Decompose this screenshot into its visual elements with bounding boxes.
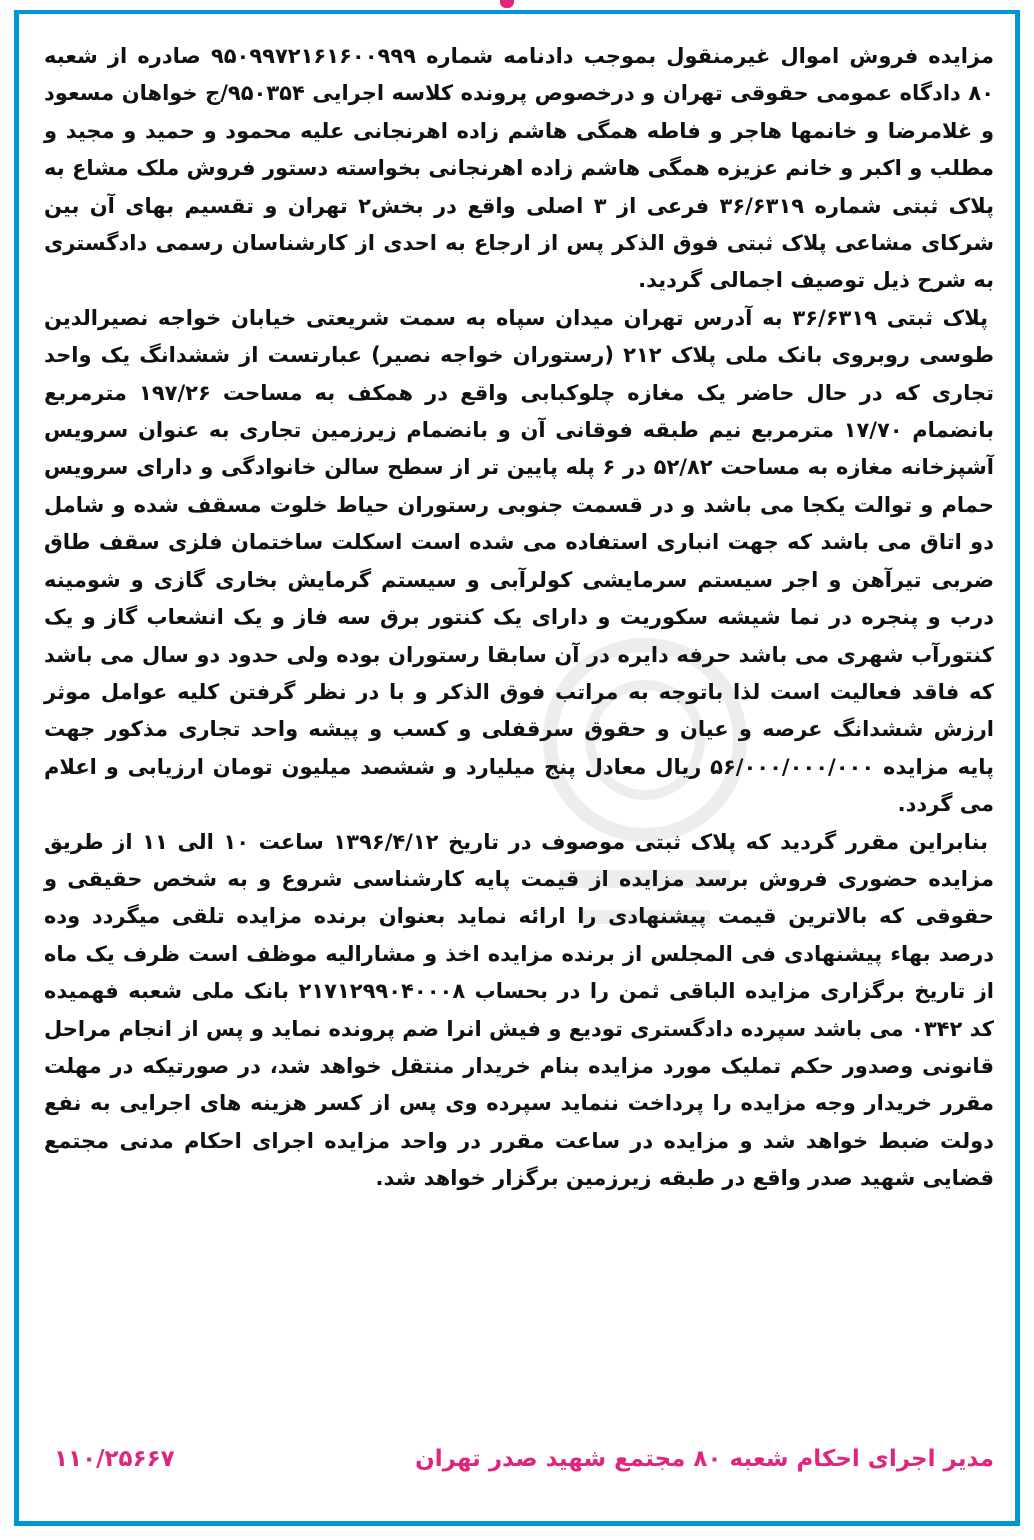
notice-footer [44, 1446, 994, 1486]
notice-paragraph-property: پلاک ثبتی ۳۶/۶۳۱۹ به آدرس تهران میدان سپاه به سمت شریعتی خیابان خواجه نصیرالدین طوسی روبروی بانک ملی پلاک ۲۱۲ (رستوران خواجه نصیر) عبارتست از ششدانگ یک واحد تجاری که در حال حاضر یک مغازه چلوکبابی واقع در همکف به مساحت ۱۹۷/۲۶ مترمربع بانضمام ۱۷/۷۰ مترمربع نیم طبقه فوقانی آن و بانضمام زیرزمین تجاری به عنوان سرویس آشپزخانه مغازه به مساحت ۵۲/۸۲ در ۶ پله پایین تر از سطح سالن خانوادگی و دارای سرویس حمام و توالت یکجا می باشد و در قسمت جنوبی رستوران حیاط خلوت مسقف شده و شامل دو اتاق می باشد که جهت انباری استفاده می شده است اسکلت ساختمان فلزی سقف طاق ضربی تیرآهن و اجر سیستم سرمایشی کولرآبی و سیستم گرمایش بخاری گازی و شومینه درب و پنجره در نما شیشه سکوریت و دارای یک کنتور برق سه فاز و یک انشعاب گاز و یک کنتورآب شهری می باشد حرفه دایره در آن سابقا رستوران بوده ولی حدود دو سال می باشد که فاقد فعالیت است لذا باتوجه به مراتب فوق الذکر و با در نظر گرفتن کلیه عوامل موثر ارزش ششدانگ عرصه و عیان و حقوق سرقفلی و کسب و پیشه واحد تجاری مذکور جهت پایه مزایده ۵۶/۰۰۰/۰۰۰/۰۰۰ ریال معادل پنج میلیارد و ششصد میلیون تومان ارزیابی و اعلام می گردد. [44, 305, 994, 817]
top-accent-mark [500, 0, 514, 8]
notice-paragraph-intro: مزایده فروش اموال غیرمنقول بموجب دادنامه شماره ۹۵۰۹۹۷۲۱۶۱۶۰۰۹۹۹ صادره از شعبه ۸۰ دادگاه عمومی حقوقی تهران و درخصوص پرونده کلاسه اجرایی ۹۵۰۳۵۴/ج خواهان مسعود و غلامرضا و خانمها هاجر و فاطه همگی هاشم زاده اهرنجانی علیه محمود و حمید و مجید و مطلب و اکبر و خانم عزیزه همگی هاشم زاده اهرنجانی بخواسته دستور فروش ملک مشاع به پلاک ثبتی شماره ۳۶/۶۳۱۹ فرعی از ۳ اصلی واقع در بخش۲ تهران و تقسیم بهای آن بین شرکای مشاعی پلاک ثبتی فوق الذکر پس از ارجاع به احدی از کارشناسان رسمی دادگستری به شرح ذیل توصیف اجمالی گردید. [44, 44, 995, 293]
notice-paragraph-terms: بنابراین مقرر گردید که پلاک ثبتی موصوف در تاریخ ۱۳۹۶/۴/۱۲ ساعت ۱۰ الی ۱۱ از طریق مزایده حضوری فروش برسد مزایده از قیمت پایه کارشناسی شروع و به شخص حقیقی و حقوقی که بالاترین قیمت پیشنهادی را ارائه نماید بعنوان برنده مزایده تلقی میگردد وده درصد بهاء پیشنهادی فی المجلس از برنده مزایده اخذ و مشارالیه موظف است ظرف یک ماه از تاریخ برگزاری مزایده الباقی ثمن را در بحساب ۲۱۷۱۲۹۹۰۴۰۰۰۸ بانک ملی شعبه فهمیده کد ۰۳۴۲ می باشد سپرده دادگستری توديع و فیش انرا ضم پرونده نماید و پس از انجام مراحل قانونی وصدور حکم تملیک مورد مزایده بنام خریدار منتقل خواهد شد، در صورتیکه در مهلت مقرر خریدار وجه مزایده را پرداخت ننماید سپرده وی پس از کسر هزینه های اجرایی به نفع دولت ضبط خواهد شد و مزایده در ساعت مقرر در واحد مزایده اجرای احکام مدنی مجتمع قضایی شهید صدر واقع در طبقه زیرزمین برگزار خواهد شد. [44, 829, 995, 1191]
footer-signature: مدیر اجرای احکام شعبه ۸۰ مجتمع شهید صدر تهران [415, 1446, 994, 1472]
footer-reference-code: ۱۱۰/۲۵۶۶۷ [54, 1446, 175, 1472]
auction-notice-body [44, 38, 994, 1198]
